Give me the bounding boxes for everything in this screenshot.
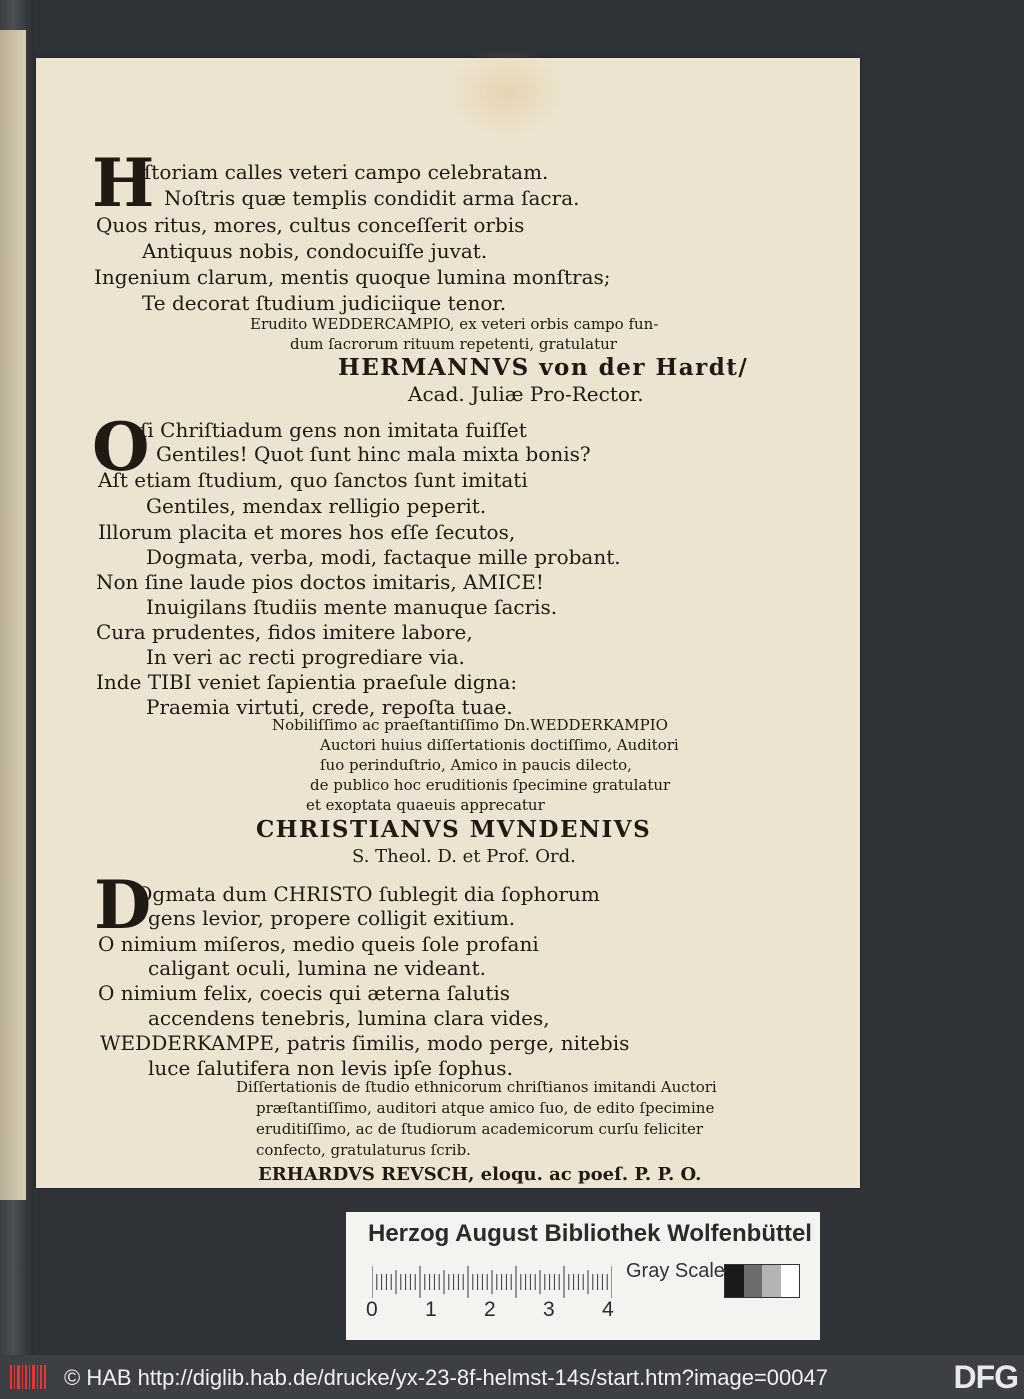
poem2-line-3: Aſt etiam ſtudium, quo ſanctos ſunt imitati xyxy=(98,468,528,492)
poem2-line-7: Non ſine laude pios doctos imitaris, AMICE! xyxy=(96,570,544,594)
dfg-logo: DFG xyxy=(953,1359,1018,1395)
poem3-dedication-1: Diſſertationis de ſtudio ethnicorum chriſtianos imitandi Auctori xyxy=(236,1078,717,1096)
poem3-line-5: O nimium felix, coecis qui æterna ſalutis xyxy=(98,981,511,1005)
poem1-line-3: Quos ritus, mores, cultus conceſſerit orbis xyxy=(96,213,525,237)
poem3-dedication-2: præſtantiſſimo, auditori atque amico ſuo, de edito ſpecimine xyxy=(256,1099,715,1117)
gray-swatch-light xyxy=(762,1265,781,1297)
ruler-number-3: 3 xyxy=(543,1298,555,1321)
poem1-line-6: Te decorat ſtudium judiciique tenor. xyxy=(142,291,507,315)
document-page xyxy=(36,58,860,1188)
ruler-number-0: 0 xyxy=(366,1298,378,1321)
poem2-line-6: Dogmata, verba, modi, factaque mille probant. xyxy=(146,545,621,569)
gray-swatch-dark xyxy=(744,1265,763,1297)
poem3-line-3: O nimium miſeros, medio queis ſole profani xyxy=(98,932,539,956)
ruler-number-1: 1 xyxy=(425,1298,437,1321)
poem3-dedication-4: confecto, gratulaturus ſcrib. xyxy=(256,1141,471,1159)
poem1-line-4: Antiquus nobis, condocuiſſe juvat. xyxy=(142,239,488,263)
poem1-author: HERMANNVS von der Hardt/ xyxy=(338,354,749,381)
poem2-line-8: Inuigilans ſtudiis mente manuque ſacris. xyxy=(146,595,558,619)
poem2-line-10: In veri ac recti progrediare via. xyxy=(146,645,465,669)
footer-bar xyxy=(0,1355,1024,1399)
poem3-initial: D xyxy=(94,866,152,944)
library-name: Herzog August Bibliothek Wolfenbüttel xyxy=(368,1220,812,1247)
poem2-dedication-1: Nobiliſſimo ac praeſtantiſſimo Dn.WEDDERKAMPIO xyxy=(272,716,668,734)
poem1-author-title: Acad. Juliæ Pro-Rector. xyxy=(408,382,644,406)
poem1-dedication-1: Erudito WEDDERCAMPIO, ex veteri orbis campo fun- xyxy=(250,315,659,333)
poem3-dedication-3: eruditiſſimo, ac de ſtudiorum academicorum curſu feliciter xyxy=(256,1120,704,1138)
poem2-line-5: Illorum placita et mores hos eſſe ſecutos, xyxy=(98,520,516,544)
poem2-author: CHRISTIANVS MVNDENIVS xyxy=(256,816,652,843)
copyright-url[interactable]: © HAB http://diglib.hab.de/drucke/yx-23-8f-helmst-14s/start.htm?image=00047 xyxy=(64,1365,828,1390)
poem2-dedication-4: de publico hoc eruditionis ſpecimine gratulatur xyxy=(310,776,671,794)
gray-scale-label: Gray Scale xyxy=(626,1260,725,1282)
poem3-author: ERHARDVS REVSCH, eloqu. ac poeſ. P. P. O. xyxy=(258,1164,702,1185)
poem1-initial: H xyxy=(92,144,155,222)
poem2-dedication-5: et exoptata quaeuis apprecatur xyxy=(306,796,545,814)
poem1-line-2: Noſtris quæ templis condidit arma ſacra. xyxy=(164,186,580,210)
poem3-line-1: Ogmata dum CHRISTO ſublegit dia ſophorum xyxy=(136,882,600,906)
barcode-icon xyxy=(10,1363,46,1391)
poem2-dedication-3: ſuo perinduſtrio, Amico in paucis dilecto, xyxy=(320,756,632,774)
poem2-author-title: S. Theol. D. et Prof. Ord. xyxy=(352,846,576,867)
poem3-line-7: WEDDERKAMPE, patris ſimilis, modo perge, nitebis xyxy=(100,1031,630,1055)
poem3-line-6: accendens tenebris, lumina clara vides, xyxy=(148,1006,550,1030)
poem2-initial: O xyxy=(92,408,150,486)
ruler-number-4: 4 xyxy=(602,1298,614,1321)
poem3-line-8: luce ſalutifera non levis ipſe ſophus. xyxy=(148,1056,513,1080)
ruler-number-2: 2 xyxy=(484,1298,496,1321)
poem2-line-12: Praemia virtuti, crede, repoſta tuae. xyxy=(146,695,513,719)
poem2-line-9: Cura prudentes, fidos imitere labore, xyxy=(96,620,473,644)
library-label xyxy=(346,1212,820,1340)
poem1-line-5: Ingenium clarum, mentis quoque lumina monſtras; xyxy=(94,265,611,289)
gray-swatch-white xyxy=(781,1265,800,1297)
poem3-line-4: caligant oculi, lumina ne videant. xyxy=(148,956,486,980)
adjacent-page-edge xyxy=(0,30,26,1200)
poem3-line-2: gens levior, propere colligit exitium. xyxy=(148,906,516,930)
poem1-line-1: Iſtoriam calles veteri campo celebratam. xyxy=(136,160,549,184)
ruler xyxy=(372,1262,612,1302)
gray-swatch-black xyxy=(725,1265,744,1297)
poem1-dedication-2: dum ſacrorum rituum repetenti, gratulatur xyxy=(290,335,617,353)
paper-stain xyxy=(446,48,566,138)
poem2-line-11: Inde TIBI veniet ſapientia praeſule digna: xyxy=(96,670,518,694)
poem2-dedication-2: Auctori huius diſſertationis doctiſſimo, Auditori xyxy=(320,736,679,754)
poem2-line-1: ſi Chriſtiadum gens non imitata fuiſſet xyxy=(140,418,527,442)
poem2-line-2: Gentiles! Quot ſunt hinc mala mixta bonis? xyxy=(156,442,591,466)
poem2-line-4: Gentiles, mendax relligio peperit. xyxy=(146,494,487,518)
gray-scale-swatches xyxy=(724,1264,800,1298)
